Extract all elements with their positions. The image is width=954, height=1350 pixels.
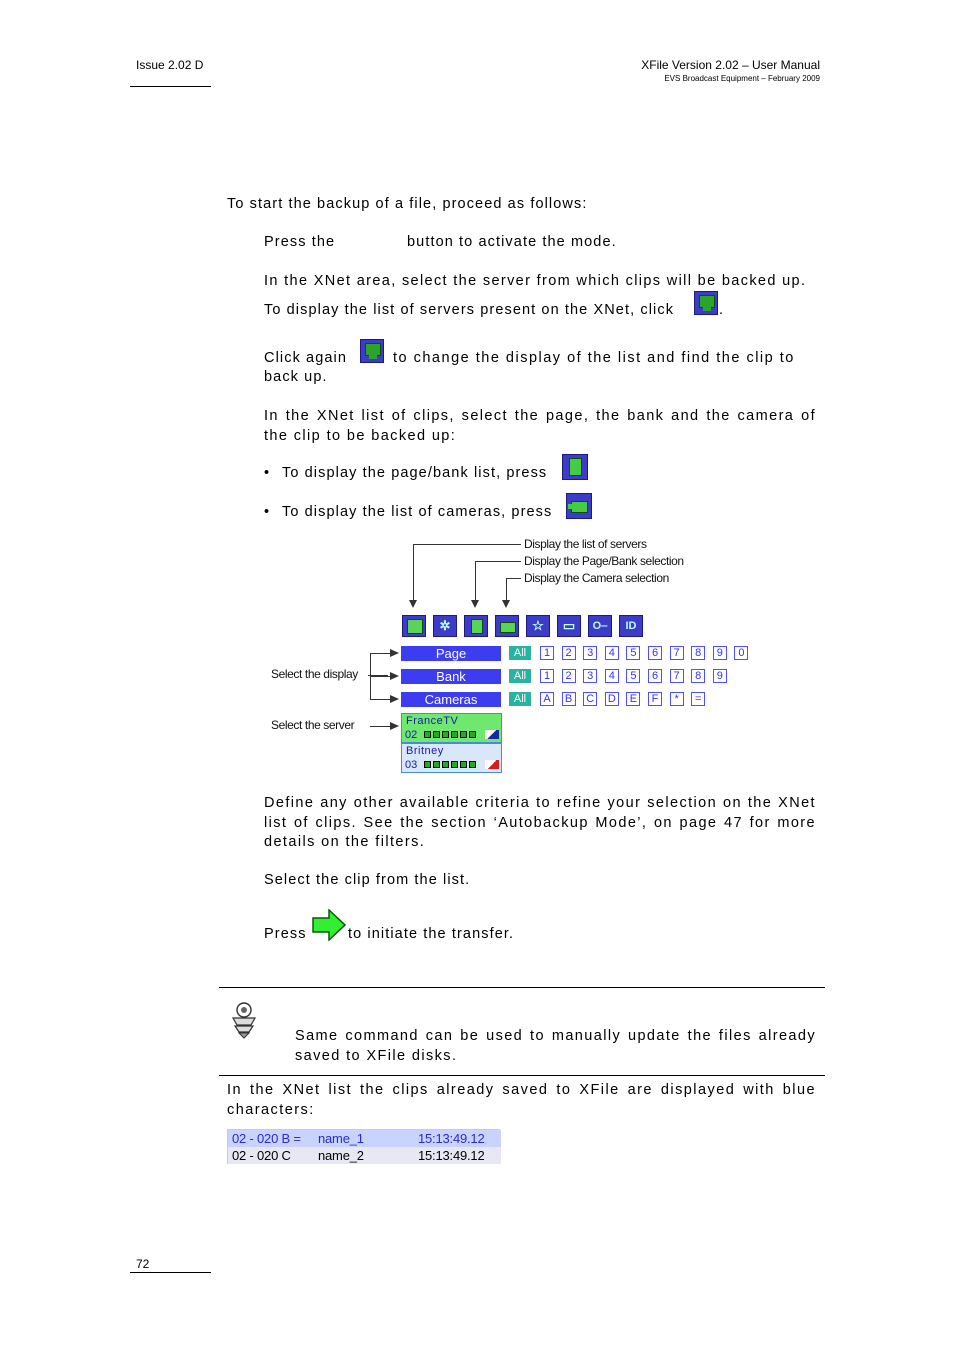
step3-post: to change the display of the list and find the clip to (393, 350, 795, 366)
leader-line (506, 578, 521, 579)
status-square (451, 731, 458, 738)
status-square (424, 731, 431, 738)
intro-text: To start the backup of a file, proceed as follows: (227, 196, 588, 212)
leader-line (413, 544, 414, 600)
footer-rule (130, 1272, 211, 1273)
page-cell[interactable]: 4 (605, 646, 619, 660)
server-name: FranceTV (406, 715, 459, 727)
step2-line2: To display the list of servers present on the XNet, click (264, 302, 675, 318)
arrow-down (471, 600, 479, 608)
arrow-down (409, 600, 417, 608)
note-text: Same command can be used to manually update the files already saved to XFile disks. (295, 1028, 816, 1064)
clip-time: 15:13:49.12 (418, 1148, 485, 1163)
arrow-right (390, 695, 399, 703)
camera-cell[interactable]: C (583, 692, 597, 706)
status-square (460, 761, 467, 768)
bank-cell[interactable]: 1 (540, 669, 554, 683)
bullet1-dot: • (264, 465, 271, 481)
bank-cell[interactable]: 5 (626, 669, 640, 683)
page-cell[interactable]: 6 (648, 646, 662, 660)
id-icon[interactable]: ID (619, 615, 643, 637)
arrow-down (502, 600, 510, 608)
bank-cell[interactable]: 4 (605, 669, 619, 683)
bullet2-text: To display the list of cameras, press (282, 504, 553, 520)
table-row[interactable] (228, 1130, 501, 1147)
leader-line (370, 676, 390, 677)
server-name: Britney (406, 745, 444, 757)
status-square (442, 761, 449, 768)
page-bank-icon[interactable] (562, 454, 588, 480)
step6-text: Select the clip from the list. (264, 872, 471, 888)
issue-label: Issue 2.02 D (136, 58, 204, 72)
page-cell[interactable]: 1 (540, 646, 554, 660)
camera-cell[interactable]: A (540, 692, 554, 706)
leader-line (370, 726, 390, 727)
document-subtitle: EVS Broadcast Equipment – February 2009 (664, 74, 820, 83)
step2-end: . (719, 302, 725, 318)
step3-line2: back up. (264, 369, 328, 385)
cameras-bar[interactable]: Cameras (401, 692, 501, 707)
clip-table (227, 1129, 500, 1164)
flag-icon (485, 730, 499, 739)
note-icon (230, 1001, 260, 1039)
servers-icon[interactable] (402, 615, 426, 637)
bullet2-dot: • (264, 504, 271, 520)
step1-pre: Press the (264, 234, 336, 250)
clip-id: 02 - 020 B = (232, 1131, 301, 1146)
page-cell[interactable]: 9 (713, 646, 727, 660)
arrow-right (390, 649, 399, 657)
arrow-right (390, 722, 399, 730)
camera-cell[interactable]: * (670, 692, 684, 706)
key-icon[interactable]: O‒ (588, 615, 612, 637)
header-rule (130, 86, 211, 87)
bank-cell[interactable]: 6 (648, 669, 662, 683)
leader-line (370, 699, 390, 700)
bank-all[interactable]: All (509, 669, 531, 683)
step5-text: Define any other available criteria to refine your selection on the XNet list of clips. See the section ‘Autobackup Mode’, on page 47 for more details on the filters. (264, 795, 816, 850)
step7-post: to initiate the transfer. (348, 926, 515, 942)
status-square (460, 731, 467, 738)
step2-line1: In the XNet area, select the server from which clips will be backed up. (264, 273, 807, 289)
clip-id: 02 - 020 C (232, 1148, 291, 1163)
annotation-select-server: Select the server (271, 718, 355, 732)
page-cell[interactable]: 2 (562, 646, 576, 660)
step3-pre: Click again (264, 350, 348, 366)
annotation-pagebank: Display the Page/Bank selection (524, 554, 684, 568)
camera-cell[interactable]: D (605, 692, 619, 706)
server-item[interactable] (401, 713, 502, 743)
clip-name: name_2 (318, 1148, 364, 1163)
page-cell[interactable]: 5 (626, 646, 640, 660)
arrow-right (390, 672, 399, 680)
status-square (424, 761, 431, 768)
status-square (442, 731, 449, 738)
clip-time: 15:13:49.12 (418, 1131, 485, 1146)
status-square (469, 731, 476, 738)
document-title: XFile Version 2.02 – User Manual (641, 58, 820, 72)
bank-cell[interactable]: 9 (713, 669, 727, 683)
star-icon[interactable]: ☆ (526, 615, 550, 637)
status-square (433, 731, 440, 738)
server-number: 03 (405, 759, 418, 771)
note-rule-top (219, 987, 825, 988)
tag-icon[interactable]: ▭ (557, 615, 581, 637)
annotation-camera: Display the Camera selection (524, 571, 669, 585)
page-bar[interactable]: Page (401, 646, 501, 661)
transfer-arrow-icon[interactable] (312, 909, 346, 941)
page-bank-icon[interactable] (464, 615, 488, 637)
leader-line (475, 561, 521, 562)
servers-icon[interactable] (360, 339, 384, 363)
leader-line (413, 544, 521, 545)
status-square (469, 761, 476, 768)
servers-icon[interactable] (694, 291, 718, 315)
cameras-all[interactable]: All (509, 692, 531, 706)
camera-icon[interactable] (566, 493, 592, 519)
after-note-text: In the XNet list the clips already saved to XFile are displayed with blue characters: (227, 1082, 816, 1118)
camera-icon[interactable] (495, 615, 519, 637)
annotation-servers: Display the list of servers (524, 537, 647, 551)
bank-cell[interactable]: 7 (670, 669, 684, 683)
step4-text: In the XNet list of clips, select the page, the bank and the camera of the clip to be backed up: (264, 408, 816, 444)
page-cell[interactable]: 8 (691, 646, 705, 660)
page-all[interactable]: All (509, 646, 531, 660)
annotation-select-display: Select the display (271, 667, 358, 681)
table-row[interactable] (228, 1147, 501, 1164)
status-square (433, 761, 440, 768)
leader-line (506, 578, 507, 600)
leader-line (370, 653, 390, 654)
status-square (451, 761, 458, 768)
page-cell[interactable]: 3 (583, 646, 597, 660)
flag-icon (485, 760, 499, 769)
bank-cell[interactable]: 8 (691, 669, 705, 683)
settings-icon[interactable]: ✲ (433, 615, 457, 637)
bank-bar[interactable]: Bank (401, 669, 501, 684)
step1-post: button to activate the mode. (407, 234, 617, 250)
page-cell[interactable]: 7 (670, 646, 684, 660)
page-cell[interactable]: 0 (734, 646, 748, 660)
bank-cell[interactable]: 3 (583, 669, 597, 683)
step7-pre: Press (264, 926, 307, 942)
camera-cell[interactable]: B (562, 692, 576, 706)
clip-name: name_1 (318, 1131, 364, 1146)
bullet1-text: To display the page/bank list, press (282, 465, 548, 481)
camera-cell[interactable]: = (691, 692, 705, 706)
server-item[interactable] (401, 743, 502, 773)
bank-cell[interactable]: 2 (562, 669, 576, 683)
server-number: 02 (405, 729, 418, 741)
leader-line (475, 561, 476, 600)
note-rule-bottom (219, 1075, 825, 1076)
page-number: 72 (136, 1257, 150, 1271)
camera-cell[interactable]: E (626, 692, 640, 706)
camera-cell[interactable]: F (648, 692, 662, 706)
